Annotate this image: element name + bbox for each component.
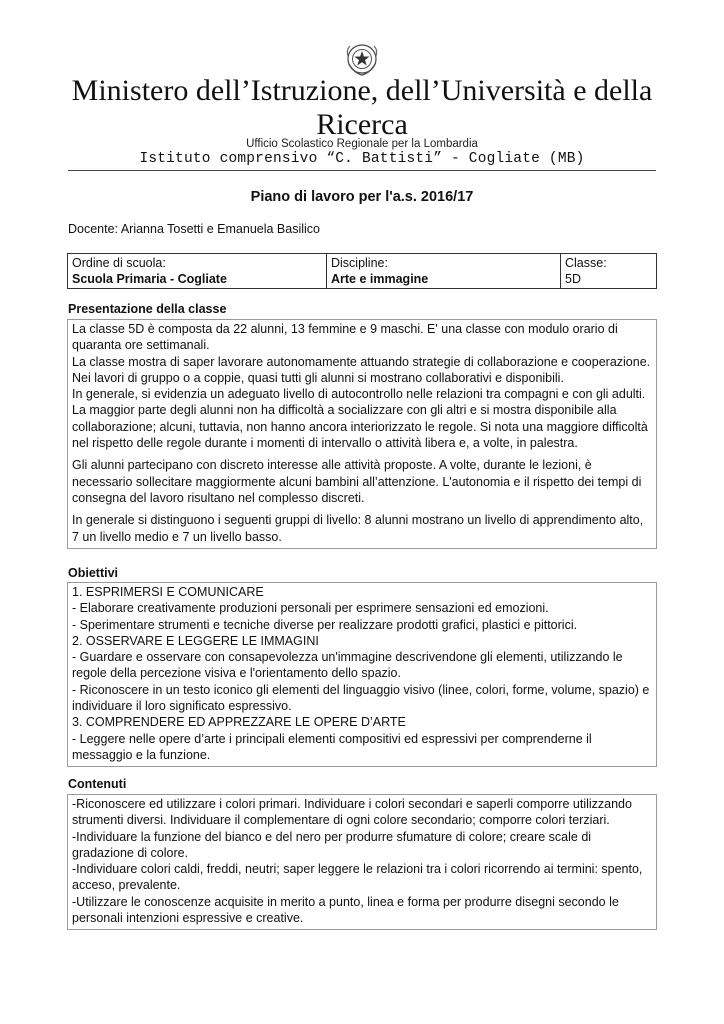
info-table — [67, 253, 657, 289]
objective-line: 1. ESPRIMERSI E COMUNICARE — [72, 585, 264, 599]
presentation-box — [67, 319, 657, 549]
presentation-paragraph: In generale, si evidenzia un adeguato livello di autocontrollo nelle relazioni tra compagni e con gli adulti. La maggior parte degli alunni non ha difficoltà a socializzare con gli altri e si mostra disponibile alla collaborazione; alcuni, tuttavia, non hanno ancora interiorizzato le regole. Si nota una maggiore difficoltà nel rispetto delle regole durante i momenti di intervallo o attività libera e, a volte, in palestra. — [72, 387, 648, 451]
discipline-label: Discipline: — [331, 256, 388, 270]
class-cell — [561, 254, 657, 289]
emblem-icon — [345, 42, 379, 78]
objective-line: - Sperimentare strumenti e tecniche diverse per realizzare prodotti grafici, plastici e pittorici. — [72, 617, 578, 632]
content-line: -Utilizzare le conoscenze acquisite in merito a punto, linea e forma per produrre disegni secondo le personali intenzioni espressive e creative. — [72, 894, 619, 926]
presentation-paragraph: La classe mostra di saper lavorare autonomamente attuando strategie di collaborazione e cooperazione. Nei lavori di gruppo o a coppie, quasi tutti gli alunni si mostrano collaborativi e disponibili. — [72, 354, 651, 385]
objective-line: 2. OSSERVARE E LEGGERE LE IMMAGINI — [72, 633, 319, 648]
objective-line: 3. COMPRENDERE ED APPREZZARE LE OPERE D’ARTE — [72, 715, 406, 730]
regional-office: Ufficio Scolastico Regionale per la Lombardia — [246, 138, 478, 150]
institute-name: Istituto comprensivo “C. Battisti” - Cogliate (MB) — [139, 151, 585, 167]
teacher-line: Docente: Arianna Tosetti e Emanuela Basilico — [68, 222, 321, 236]
objective-line: - Riconoscere in un testo iconico gli elementi del linguaggio visivo (linee, colori, forme, volume, spazio) e individuare il loro significato espressivo. — [72, 682, 650, 714]
content-line: -Individuare la funzione del bianco e del nero per produrre sfumature di colore; creare scale di gradazione di colore. — [72, 829, 592, 860]
page-title: Piano di lavoro per l'a.s. 2016/17 — [250, 189, 474, 205]
class-value: 5D — [565, 272, 581, 286]
discipline-value: Arte e immagine — [331, 272, 429, 286]
presentation-paragraph: Gli alunni partecipano con discreto interesse alle attività proposte. A volte, durante le lezioni, è necessario sollecitare maggiormente alcuni bambini all’attenzione. L'autonomia e il rispetto dei tempi di consegna del lavoro risultano nel complesso discreti. — [72, 458, 642, 505]
objectives-box — [67, 582, 657, 767]
ministry-name: Ministero dell’Istruzione, dell’Università e della Ricerca — [71, 74, 653, 141]
objective-line: - Elaborare creativamente produzioni personali per esprimere sensazioni ed emozioni. — [72, 601, 549, 616]
school-label: Ordine di scuola: — [72, 256, 166, 270]
school-value: Scuola Primaria - Cogliate — [72, 272, 227, 286]
class-label: Classe: — [565, 256, 607, 270]
objective-line: - Guardare e osservare con consapevolezza un'immagine descrivendone gli elementi, utilizzando le regole della percezione visiva e l'orientamento dello spazio. — [72, 650, 623, 681]
presentation-paragraph: La classe 5D è composta da 22 alunni, 13 femmine e 9 maschi. E' una classe con modulo orario di quaranta ore settimanali. — [72, 322, 618, 353]
contents-heading: Contenuti — [68, 777, 127, 791]
header-divider — [68, 170, 656, 171]
objectives-heading: Obiettivi — [68, 566, 119, 580]
content-line: -Riconoscere ed utilizzare i colori primari. Individuare i colori secondari e saperli comporre utilizzando strumenti diversi. Individuare il complementare di ogni colore secondario; comporre colori terziari. — [72, 797, 632, 828]
discipline-cell — [327, 254, 561, 289]
presentation-heading: Presentazione della classe — [68, 302, 227, 316]
contents-box — [67, 794, 657, 930]
presentation-paragraph: In generale si distinguono i seguenti gruppi di livello: 8 alunni mostrano un livello di apprendimento alto, 7 un livello medio e 7 un livello basso. — [72, 513, 644, 544]
objective-line: - Leggere nelle opere d’arte i principali elementi compositivi ed espressivi per comprenderne il messaggio e la funzione. — [72, 731, 592, 762]
school-cell — [68, 254, 327, 289]
content-line: -Individuare colori caldi, freddi, neutri; saper leggere le relazioni tra i colori ricorrendo ai termini: spento, acceso, prevalente. — [72, 862, 643, 893]
